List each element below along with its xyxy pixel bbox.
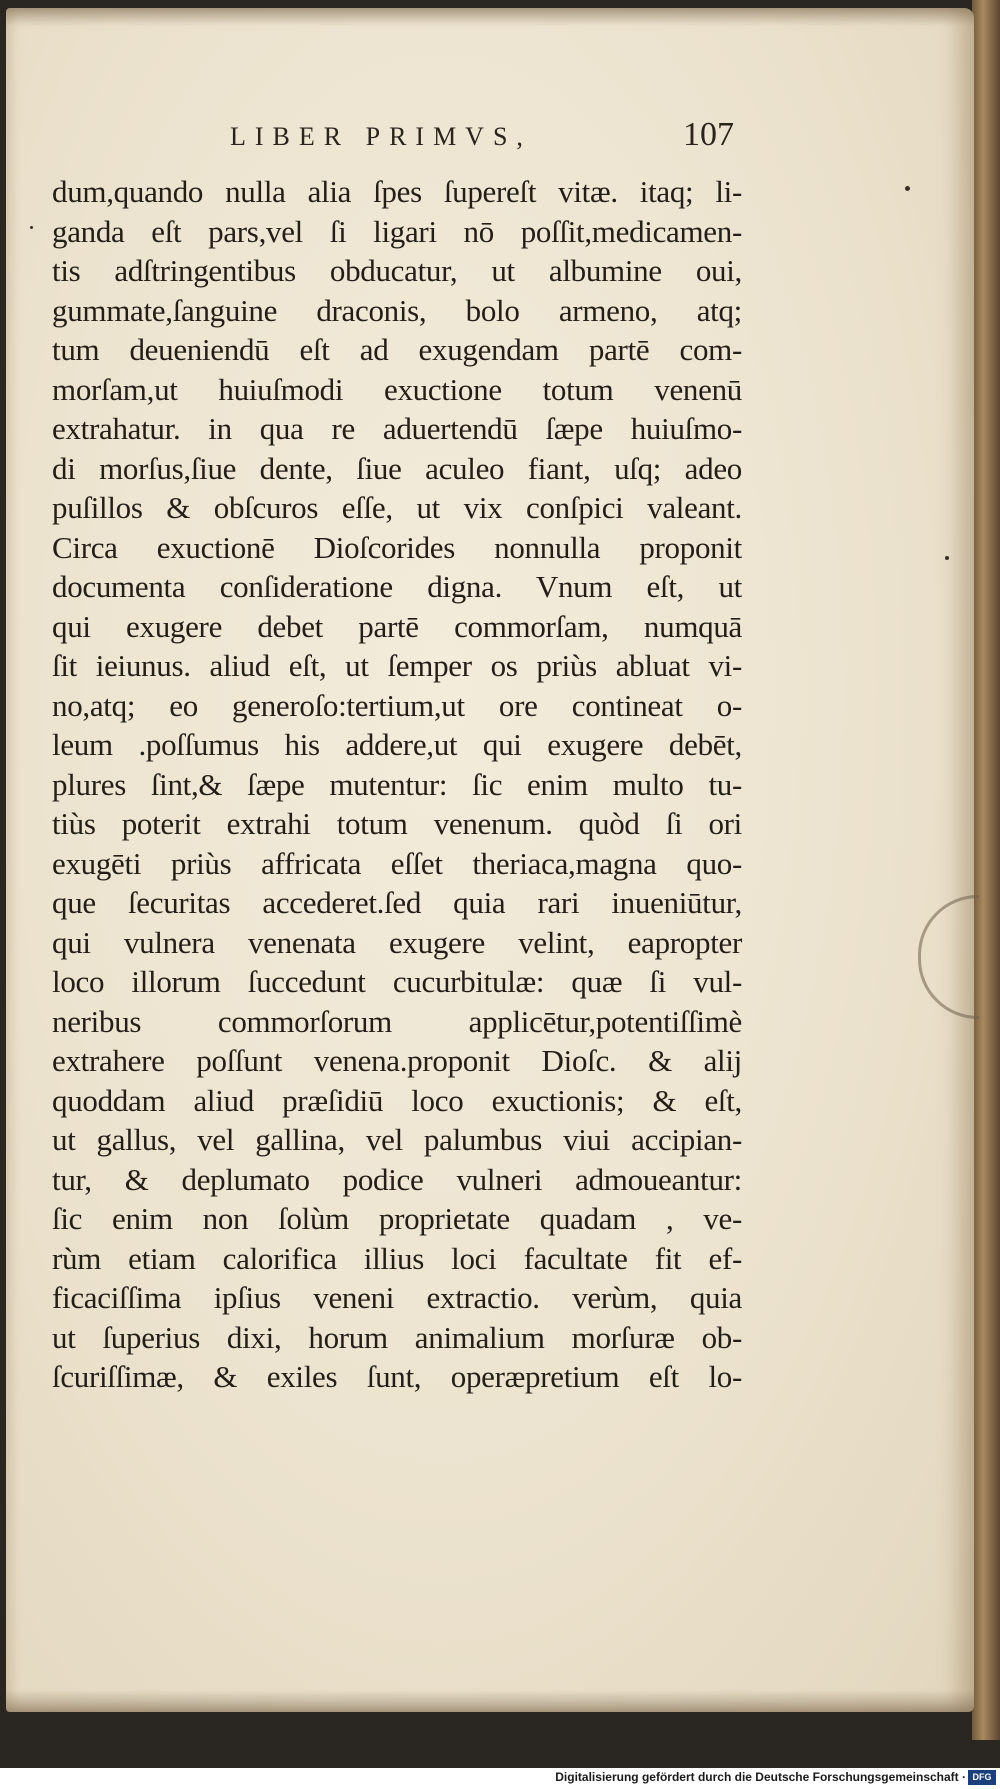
digitization-credit: Digitalisierung gefördert durch die Deutsche Forschungsgemeinschaft · <box>555 1770 966 1784</box>
text-line: Circa exuctionē Dioſcorides nonnulla proponit <box>52 529 742 565</box>
text-line: morſam,ut huiuſmodi exuctione totum venenū <box>52 371 742 407</box>
text-line: loco illorum ſuccedunt cucurbitulæ: quæ ſi vul- <box>52 964 742 999</box>
text-line: ſcuriſſimæ, & exiles ſunt, operæpretium eſt lo- <box>52 1359 742 1394</box>
text-line: tum deueniendū eſt ad exugendam partē com- <box>52 332 742 367</box>
text-line: di morſus,ſiue dente, ſiue aculeo fiant, uſq; adeo <box>52 450 742 486</box>
text-line: qui exugere debet partē commorſam, numquā <box>52 608 742 644</box>
ink-speck <box>945 556 949 560</box>
text-line: ut gallus, vel gallina, vel palumbus viui accipian- <box>52 1122 742 1157</box>
text-line: qui vulnera venenata exugere velint, eapropter <box>52 924 742 960</box>
text-line: tiùs poterit extrahi totum venenum. quòd ſi ori <box>52 806 742 841</box>
text-line: leum .poſſumus his addere,ut qui exugere debēt, <box>52 727 742 762</box>
text-line: gummate,ſanguine draconis, bolo armeno, atq; <box>52 292 742 328</box>
text-line: documenta conſideratione digna. Vnum eſt, ut <box>52 569 742 604</box>
ink-speck <box>30 226 33 229</box>
text-line: ut ſuperius dixi, horum animalium morſuræ ob- <box>52 1319 742 1355</box>
text-line: puſillos & obſcuros eſſe, ut vix conſpici valeant. <box>52 490 742 525</box>
text-line: dum,quando nulla alia ſpes ſupereſt vitæ. itaq; li- <box>52 174 742 209</box>
text-line: rùm etiam calorifica illius loci facultate fit ef- <box>52 1240 742 1276</box>
text-line: exugēti priùs affricata eſſet theriaca,magna quo- <box>52 845 742 881</box>
text-line: neribus commorſorum applicētur,potentiſſimè <box>52 1003 742 1039</box>
text-line: extrahatur. in qua re aduertendū ſæpe huiuſmo- <box>52 411 742 446</box>
page-number: 107 <box>683 116 734 153</box>
text-line: que ſecuritas accederet.ſed quia rari inueniūtur, <box>52 885 742 920</box>
text-line: ſic enim non ſolùm proprietate quadam , ve- <box>52 1201 742 1236</box>
running-head: LIBER PRIMVS, <box>230 122 532 151</box>
page-bottom-shadow <box>6 1690 974 1712</box>
body-text <box>52 172 742 1397</box>
text-line: no,atq; eo generoſo:tertium,ut ore contineat o- <box>52 687 742 723</box>
text-line: ficaciſſima ipſius veneni extractio. verùm, quia <box>52 1280 742 1315</box>
text-line: ſit ieiunus. aliud eſt, ut ſemper os priùs abluat vi- <box>52 648 742 683</box>
page-top-shadow <box>6 8 974 26</box>
text-line: tur, & deplumato podice vulneri admoueantur: <box>52 1161 742 1197</box>
dfg-logo: DFG <box>968 1770 996 1785</box>
text-line: plures ſint,& ſæpe mutentur: ſic enim multo tu- <box>52 766 742 802</box>
text-line: ganda eſt pars,vel ſi ligari nō poſſit,medicamen- <box>52 213 742 249</box>
ink-speck <box>905 186 910 191</box>
book-fore-edge <box>972 0 1000 1740</box>
text-line: tis adſtringentibus obducatur, ut albumine oui, <box>52 253 742 288</box>
text-line: extrahere poſſunt venena.proponit Dioſc. & alij <box>52 1043 742 1078</box>
text-line: quoddam aliud præſidiū loco exuctionis; & eſt, <box>52 1082 742 1118</box>
